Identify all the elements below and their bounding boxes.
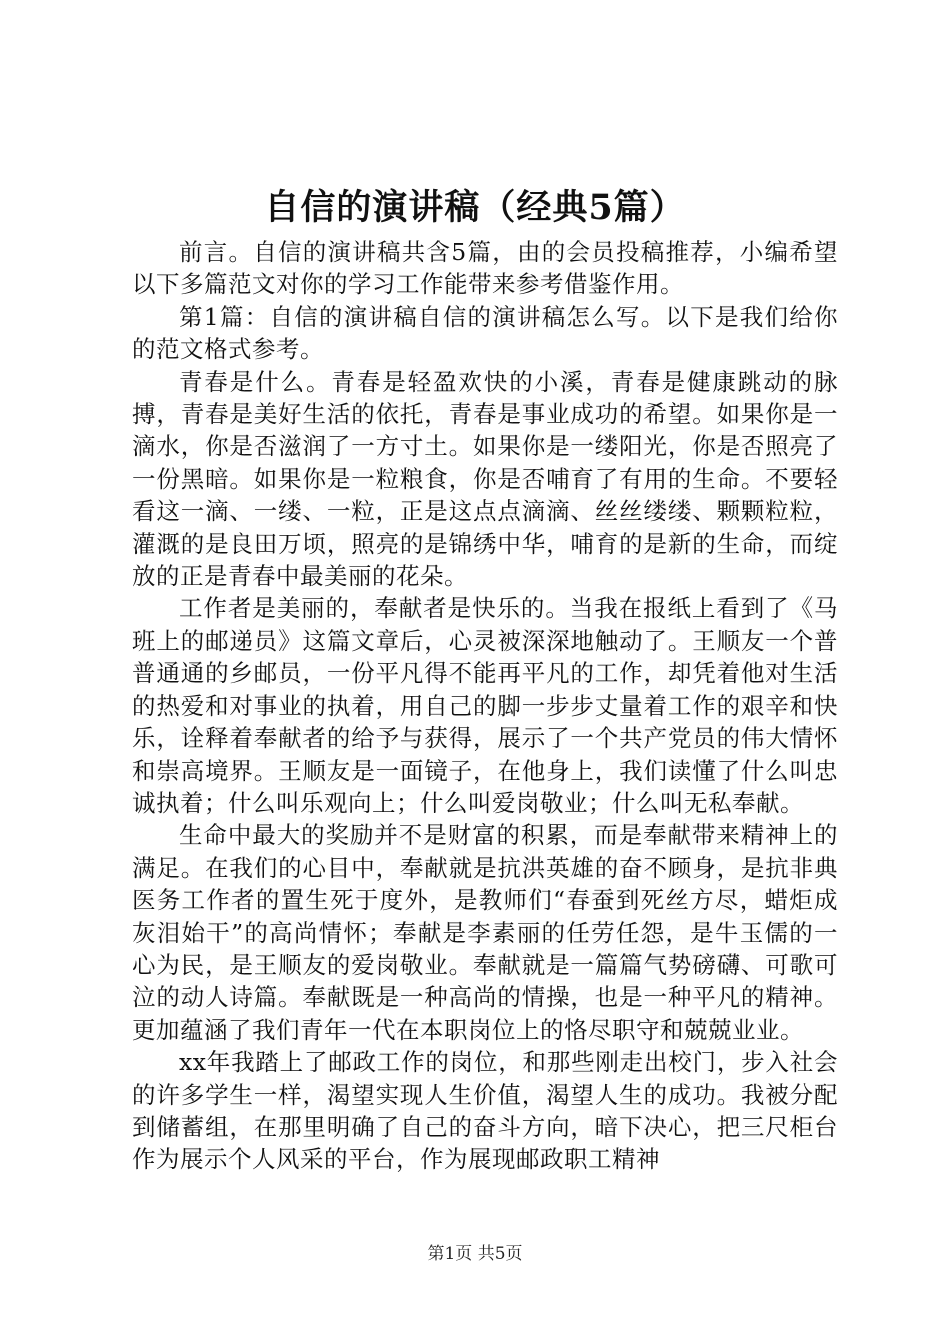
paragraph-career: xx年我踏上了邮政工作的岗位，和那些刚走出校门，步入社会的许多学生一样，渴望实现人生价值，渴望人生的成功。我被分配到储蓄组，在那里明确了自己的奋斗方向，暗下决心，把三尺柜台作为展示个人风采的平台，作为展现邮政职工精神 [132,1048,838,1174]
page-footer: 第1页 共5页 [427,1244,523,1264]
document-body [132,236,838,1176]
paragraph-reward: 生命中最大的奖励并不是财富的积累，而是奉献带来精神上的满足。在我们的心目中，奉献就是抗洪英雄的奋不顾身，是抗非典医务工作者的置生死于度外，是教师们“春蚕到死丝方尽，蜡炬成灰泪始干”的高尚情怀；奉献是李素丽的任劳任怨，是牛玉儒的一心为民，是王顺友的爱岗敬业。奉献就是一篇篇气势磅礴、可歌可泣的动人诗篇。奉献既是一种高尚的情操，也是一种平凡的精神。更加蕴涵了我们青年一代在本职岗位上的恪尽职守和兢兢业业。 [132,821,838,1044]
paragraph-preface: 前言。自信的演讲稿共含5篇，由的会员投稿推荐，小编希望以下多篇范文对你的学习工作能带来参考借鉴作用。 [132,238,838,299]
paragraph-section-1-intro: 第1篇：自信的演讲稿自信的演讲稿怎么写。以下是我们给你的范文格式参考。 [132,302,838,364]
document-title: 自信的演讲稿（经典5篇） [264,187,686,228]
paragraph-youth: 青春是什么。青春是轻盈欢快的小溪，青春是健康跳动的脉搏，青春是美好生活的依托，青春是事业成功的希望。如果你是一滴水，你是否滋润了一方寸土。如果你是一缕阳光，你是否照亮了一份黑暗。如果你是一粒粮食，你是否哺育了有用的生命。不要轻看这一滴、一缕、一粒，正是这点点滴滴、丝丝缕缕、颗颗粒粒，灌溉的是良田万顷，照亮的是锦绣中华，哺育的是新的生命，而绽放的正是青春中最美丽的花朵。 [132,367,838,591]
paragraph-dedication: 工作者是美丽的，奉献者是快乐的。当我在报纸上看到了《马班上的邮递员》这篇文章后，心灵被深深地触动了。王顺友一个普普通通的乡邮员，一份平凡得不能再平凡的工作，却凭着他对生活的热爱和对事业的执着，用自己的脚一步步丈量着工作的艰辛和快乐，诠释着奉献者的给予与获得，展示了一个共产党员的伟大情怀和崇高境界。王顺友是一面镜子，在他身上，我们读懂了什么叫忠诚执着；什么叫乐观向上；什么叫爱岗敬业；什么叫无私奉献。 [132,594,838,817]
